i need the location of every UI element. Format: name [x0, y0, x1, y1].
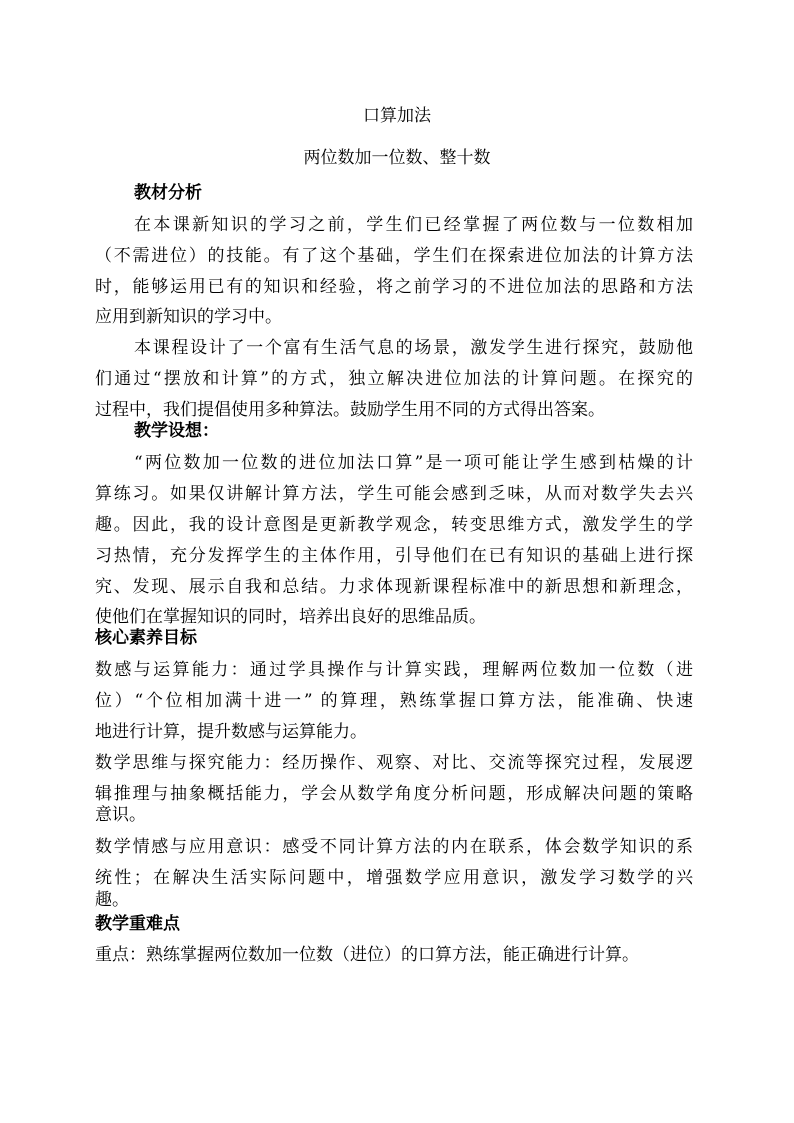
paragraph-line: 趣。: [95, 890, 129, 910]
paragraph-line: 地进行计算，提升数感与运算能力。: [95, 722, 367, 742]
paragraph-line: 位）“个位相加满十进一” 的算理，熟练掌握口算方法，能准确、快速: [95, 691, 693, 711]
paragraph-line: 究、发现、展示自我和总结。力求体现新课程标准中的新思想和新理念，: [95, 577, 693, 597]
paragraph-line: 使他们在掌握知识的同时，培养出良好的思维品质。: [95, 607, 486, 627]
paragraph-line: 趣。因此，我的设计意图是更新教学观念，转变思维方式，激发学生的学: [95, 515, 693, 535]
paragraph-line: （不需进位）的技能。有了这个基础，学生们在探索进位加法的计算方法: [95, 246, 693, 266]
paragraph-line: 数学情感与应用意识：感受不同计算方法的内在联系，体会数学知识的系: [95, 837, 693, 857]
section-heading-key-difficulties: 教学重难点: [95, 914, 180, 934]
paragraph-line: 数感与运算能力：通过学具操作与计算实践，理解两位数加一位数（进: [95, 660, 693, 680]
document-subtitle: 两位数加一位数、整十数: [303, 148, 491, 168]
paragraph-line: 本课程设计了一个富有生活气息的场景，激发学生进行探究，鼓励他: [134, 338, 693, 358]
paragraph-line: 时，能够运用已有的知识和经验，将之前学习的不进位加法的思路和方法: [95, 277, 693, 297]
paragraph-line: 应用到新知识的学习中。: [95, 307, 282, 327]
paragraph-line: 习热情，充分发挥学生的主体作用，引导他们在已有知识的基础上进行探: [95, 546, 693, 566]
paragraph-line: 在本课新知识的学习之前，学生们已经掌握了两位数与一位数相加: [134, 215, 693, 235]
paragraph-line: “两位数加一位数的进位加法口算”是一项可能让学生感到枯燥的计: [134, 453, 693, 473]
paragraph-line: 算练习。如果仅讲解计算方法，学生可能会感到乏味，从而对数学失去兴: [95, 484, 693, 504]
section-heading-core-goals: 核心素养目标: [95, 628, 197, 648]
paragraph-line: 数学思维与探究能力：经历操作、观察、对比、交流等探究过程，发展逻: [95, 753, 693, 773]
paragraph-line: 过程中，我们提倡使用多种算法。鼓励学生用不同的方式得出答案。: [95, 400, 605, 420]
paragraph-line: 意识。: [95, 805, 146, 825]
section-heading-teaching-concept: 教学设想：: [134, 421, 219, 441]
section-heading-material-analysis: 教材分析: [134, 183, 202, 203]
paragraph-line: 统性；在解决生活实际问题中，增强数学应用意识，激发学习数学的兴: [95, 868, 693, 888]
paragraph-line: 们通过“摆放和计算”的方式，独立解决进位加法的计算问题。在探究的: [95, 369, 693, 389]
document-title: 口算加法: [363, 106, 431, 126]
paragraph-line: 重点：熟练掌握两位数加一位数（进位）的口算方法，能正确进行计算。: [95, 945, 639, 965]
paragraph-line: 辑推理与抽象概括能力，学会从数学角度分析问题，形成解决问题的策略: [95, 784, 693, 804]
